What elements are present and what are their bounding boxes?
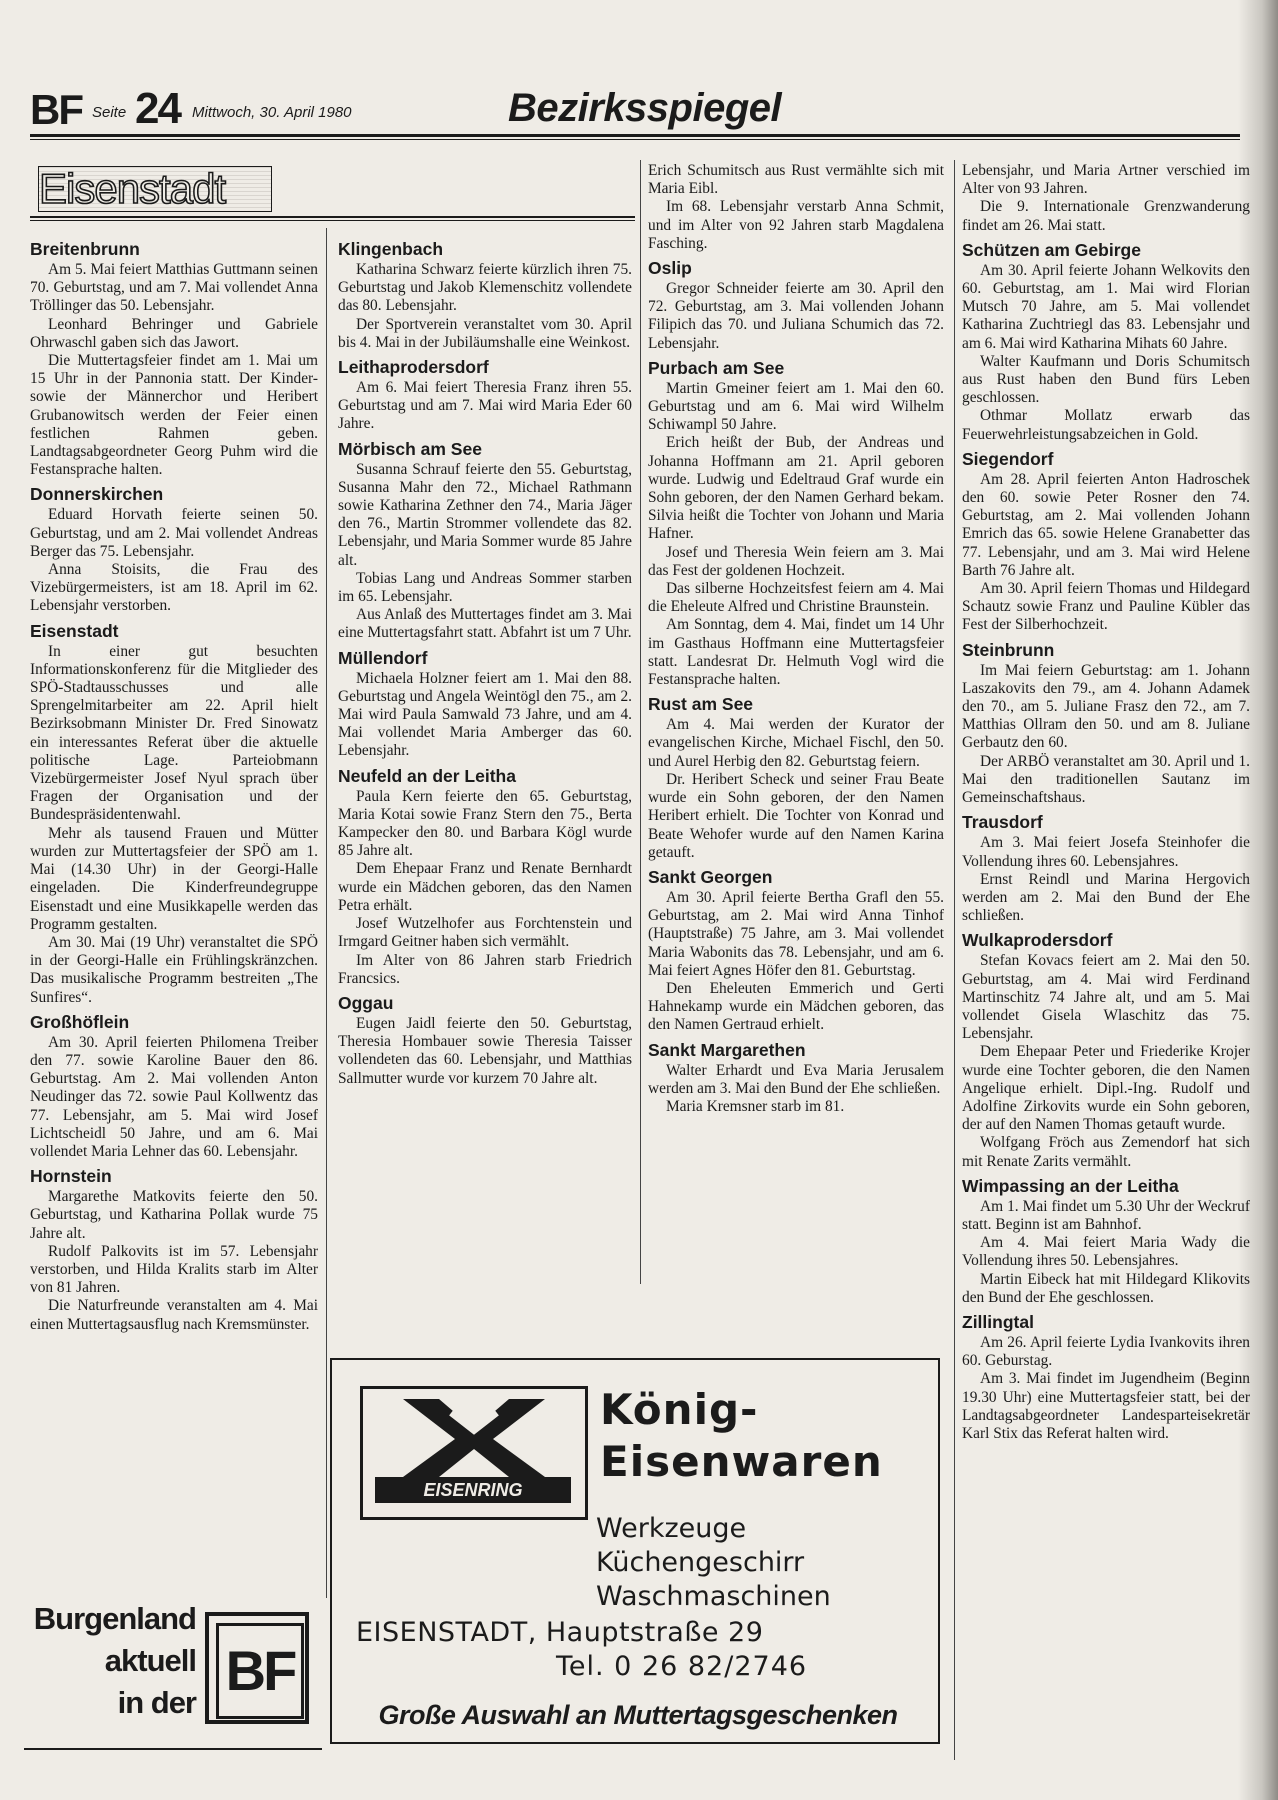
article-paragraph: Am 4. Mai feiert Maria Wady die Vollendung ihres 50. Lebensjahres.: [962, 1234, 1250, 1270]
article-paragraph: Dem Ehepaar Peter und Friederike Krojer wurde eine Tochter geboren, die den Namen Angelique erhielt. Dipl.-Ing. Rudolf und Adolfine Zirkovits wurde ein Sohn geboren, der auf den Namen Thomas getauft wurde.: [962, 1043, 1250, 1134]
article-paragraph: Am 3. Mai feiert Josefa Steinhofer die Vollendung ihres 60. Lebensjahres.: [962, 834, 1250, 870]
article-paragraph: Am 30. April feierte Johann Welkovits den 60. Geburtstag, am 1. Mai wird Florian Mutsch 70 Jahre, am 5. Mai vollendet Katharina Zuchtriegl das 83. Lebensjahr und am 6. Mai wird Katharina Mihats 60 Jahre.: [962, 261, 1250, 352]
article-heading: Siegendorf: [962, 448, 1054, 469]
article-paragraph: Erich Schumitsch aus Rust vermählte sich mit Maria Eibl.: [648, 162, 944, 198]
article-heading: Leithaprodersdorf: [338, 357, 489, 378]
shop-address: EISENSTADT, Hauptstraße 29: [356, 1617, 764, 1648]
product-list: [596, 1512, 831, 1614]
article-heading: Klingenbach: [338, 239, 444, 259]
koenig-ad: [330, 1358, 940, 1744]
article-heading: Donnerskirchen: [30, 484, 164, 505]
article-paragraph: Das silberne Hochzeitsfest feiern am 4. Mai die Eheleute Alfred und Christine Braunstein.: [648, 580, 944, 616]
masthead-rule: [30, 134, 1240, 140]
article-paragraph: In einer gut besuchten Informationskonferenz für die Mitglieder des SPÖ-Stadtausschusses und alle Sprengelmitarbeiter am 22. April hielt Bezirksobmann Minister Dr. Fred Sinowatz ein interessantes Referat über die aktuelle politische Lage. Parteiobmann Vizebürgermeister Josef Nyul sprach über Fragen der Organisation und der Bundespräsidentenwahl.: [30, 642, 318, 824]
eisenring-logo: [360, 1386, 588, 1520]
article-paragraph: Anna Stoisits, die Frau des Vizebürgermeisters, ist am 18. April im 62. Lebensjahr verstorben.: [30, 561, 318, 615]
article-heading: Schützen am Gebirge: [962, 239, 1141, 260]
product-item: Werkzeuge: [596, 1513, 747, 1544]
article-heading: Steinbrunn: [962, 639, 1055, 660]
article-heading: Wimpassing an der Leitha: [962, 1175, 1179, 1196]
article-paragraph: Ernst Reindl und Marina Hergovich werden am 2. Mai den Bund der Ehe schließen.: [962, 870, 1250, 925]
article-paragraph: Am 4. Mai werden der Kurator der evangelischen Kirche, Michael Fischl, den 50. und Aurel Herbig den 82. Geburtstag feiern.: [648, 716, 944, 770]
article-paragraph: Tobias Lang und Andreas Sommer starben im 65. Lebensjahr.: [338, 569, 632, 606]
article-heading: Großhöflein: [30, 1011, 130, 1032]
eisenring-logo-text: EISENRING: [375, 1477, 571, 1503]
bf-logo-text: BF: [216, 1623, 304, 1719]
article-paragraph: Am 28. April feierten Anton Hadroschek den 60. sowie Peter Rosner den 74. Geburtstag, am 2. Mai vollenden Johann Emrich das 65. sowie Helene Granabetter das 77. Lebensjahr, und am 3. Mai wird Helene Barth 76 Jahre alt.: [962, 470, 1250, 579]
bf-ad-line: Burgenland: [33, 1601, 196, 1636]
column-rule: [954, 160, 955, 1760]
article-paragraph: Maria Kremsner starb im 81.: [666, 1097, 845, 1115]
article-paragraph: Die Naturfreunde veranstalten am 4. Mai einen Muttertagsausflug nach Kremsmünster.: [30, 1297, 318, 1333]
bf-ad: [24, 1598, 322, 1738]
article-paragraph: Rudolf Palkovits ist im 57. Lebensjahr verstorben, und Hilda Kralits starb im Alter von 81 Jahren.: [30, 1242, 318, 1297]
column-3: [648, 162, 944, 1116]
column-rule: [326, 228, 327, 1598]
article-heading: Zillingtal: [962, 1311, 1034, 1332]
article-heading: Müllendorf: [338, 647, 428, 668]
article-paragraph: Stefan Kovacs feiert am 2. Mai den 50. Geburtstag, am 4. Mai wird Ferdinand Martinschitz 74 Jahre alt, und am 5. Mai vollendet Gisela Wlaschitz das 75. Lebensjahr.: [962, 952, 1250, 1043]
headline-line: Eisenwaren: [600, 1437, 883, 1486]
article-paragraph: Othmar Mollatz erwarb das Feuerwehrleistungsabzeichen in Gold.: [962, 407, 1250, 443]
masthead-logo: BF: [30, 86, 82, 133]
article-paragraph: Josef Wutzelhofer aus Forchtenstein und Irmgard Geitner haben sich vermählt.: [338, 915, 632, 951]
column-2: [338, 234, 632, 1088]
article-paragraph: Der Sportverein veranstaltet vom 30. April bis 4. Mai in der Jubiläumshalle eine Weinkost.: [338, 315, 632, 351]
ad-rule: [24, 1748, 322, 1750]
article-heading: Oggau: [338, 992, 394, 1013]
bf-ad-text: [24, 1598, 196, 1724]
article-heading: Sankt Margarethen: [648, 1039, 806, 1060]
article-paragraph: Eduard Horvath feierte seinen 50. Geburtstag, und am 2. Mai vollendet Andreas Berger das 75. Lebensjahr.: [30, 506, 318, 560]
article-paragraph: Gregor Schneider feierte am 30. April den 72. Geburtstag, am 3. Mai vollenden Johann Filipich das 70. und Juliana Schumich das 72. Lebensjahr.: [648, 280, 944, 352]
article-paragraph: Im 68. Lebensjahr verstarb Anna Schmit, und im Alter von 92 Jahren starb Magdalena Fasching.: [648, 198, 944, 252]
article-heading: Trausdorf: [962, 812, 1043, 833]
headline-line: König-: [600, 1385, 759, 1434]
article-paragraph: Am 1. Mai findet um 5.30 Uhr der Weckruf statt. Beginn ist am Bahnhof.: [962, 1197, 1250, 1233]
eisenring-x-icon: [399, 1393, 549, 1479]
article-paragraph: Michaela Holzner feiert am 1. Mai den 88. Geburtstag und Angela Weintögl den 75., am 2. Mai wird Paula Samwald 73 Jahre, und am 4. Mai vollendet Maria Amberger das 60. Lebensjahr.: [338, 669, 632, 760]
article-paragraph: Die 9. Internationale Grenzwanderung findet am 26. Mai statt.: [962, 198, 1250, 234]
article-heading: Purbach am See: [648, 357, 785, 378]
article-paragraph: Der ARBÖ veranstaltet am 30. April und 1. Mai den traditionellen Sautanz im Gemeinschaftshaus.: [962, 752, 1250, 807]
article-heading: Neufeld an der Leitha: [338, 765, 516, 786]
page-word: Seite: [92, 104, 127, 121]
article-paragraph: Am 26. April feierte Lydia Ivankovits ihren 60. Geburstag.: [962, 1333, 1250, 1370]
article-paragraph: Aus Anlaß des Muttertages findet am 3. Mai eine Muttertagsfahrt statt. Abfahrt ist um 7 Uhr.: [338, 606, 632, 642]
place-title: Eisenstadt: [38, 166, 272, 212]
article-paragraph: Josef und Theresia Wein feiern am 3. Mai das Fest der goldenen Hochzeit.: [648, 543, 944, 579]
shop-phone: Tel. 0 26 82/2746: [556, 1651, 808, 1682]
ad-claim: Große Auswahl an Muttertagsgeschenken: [378, 1700, 898, 1730]
koenig-headline: [600, 1384, 883, 1488]
title-rule-thin: [30, 220, 635, 221]
article-paragraph: Martin Eibeck hat mit Hildegard Klikovits den Bund der Ehe geschlossen.: [962, 1270, 1250, 1306]
article-paragraph: Leonhard Behringer und Gabriele Ohrwaschl gaben sich das Jawort.: [30, 315, 318, 351]
article-heading: Sankt Georgen: [648, 866, 773, 887]
article-paragraph: Am Sonntag, dem 4. Mai, findet um 14 Uhr im Gasthaus Hoffmann eine Muttertagsfeier statt. Landesrat Dr. Helmuth Vogl wird die Festansprache halten.: [648, 616, 944, 689]
bf-ad-line: in der: [117, 1685, 196, 1720]
issue-date: Mittwoch, 30. April 1980: [192, 104, 352, 121]
article-paragraph: Paula Kern feierte den 65. Geburtstag, Maria Kotai sowie Franz Stern den 75., Berta Kampecker den 80. und Barbara Kögl wurde 85 Jahre alt.: [338, 787, 632, 860]
article-paragraph: Dr. Heribert Scheck und seiner Frau Beate wurde ein Sohn geboren, der den Namen Heribert erhielt. Die Tochter von Konrad und Beate Wehofer wurde auf den Namen Karina getauft.: [648, 770, 944, 861]
article-paragraph: Am 30. April feierte Bertha Grafl den 55. Geburtstag, am 2. Mai wird Anna Tinhof (Hauptstraße) 75 Jahre, am 3. Mai vollendet Maria Wabonits das 78. Lebensjahr, und am 6. Mai feiert Agnes Höfer den 81. Geburtstag.: [648, 888, 944, 979]
article-paragraph: Margarethe Matkovits feierte den 50. Geburtstag, und Katharina Pollak wurde 75 Jahre alt.: [30, 1188, 318, 1242]
article-paragraph: Wolfgang Fröch aus Zemendorf hat sich mit Renate Zarits vermählt.: [962, 1134, 1250, 1170]
column-rule: [640, 160, 641, 1284]
article-paragraph: Am 5. Mai feiert Matthias Guttmann seinen 70. Geburtstag, und am 7. Mai vollendet Anna Tröllinger das 50. Lebensjahr.: [30, 261, 318, 315]
article-paragraph: Mehr als tausend Frauen und Mütter wurden zur Muttertagsfeier der SPÖ am 1. Mai (14.30 Uhr) in der Georgi-Halle eingeladen. Die Kinderfreundegruppe Eisenstadt und eine Musikkapelle werden das Programm gestalten.: [30, 824, 318, 933]
article-heading: Eisenstadt: [30, 620, 119, 641]
article-paragraph: Die Muttertagsfeier findet am 1. Mai um 15 Uhr in der Pannonia statt. Der Kinder- sowie der Männerchor und Heribert Grubanowitsch werden der Feier einen festlichen Rahmen geben. Landtagsabgeordneter Georg Puhm wird die Festansprache halten.: [30, 352, 318, 479]
article-paragraph: Im Alter von 86 Jahren starb Friedrich Francsics.: [338, 951, 632, 987]
article-paragraph: Martin Gmeiner feiert am 1. Mai den 60. Geburtstag und am 6. Mai wird Wilhelm Schiwampl 50 Jahre.: [648, 379, 944, 434]
article-paragraph: Am 30. April feiern Thomas und Hildegard Schautz sowie Franz und Pauline Kübler das Fest der Silberhochzeit.: [962, 580, 1250, 634]
article-paragraph: Dem Ehepaar Franz und Renate Bernhardt wurde ein Mädchen geboren, das den Namen Petra erhält.: [338, 860, 632, 914]
article-paragraph: Am 30. April feierten Philomena Treiber den 77. sowie Karoline Bauer den 86. Geburtstag. Am 2. Mai vollenden Anton Neudinger das 72. sowie Paul Kollwentz das 77. Lebensjahr, am 5. Mai wird Josef Lichtscheidl 50 Jahre, und am 6. Mai vollendet Maria Lehner das 60. Lebensjahr.: [30, 1033, 318, 1160]
article-paragraph: Am 30. Mai (19 Uhr) veranstaltet die SPÖ in der Georgi-Halle ein Frühlingskränzchen. Das musikalische Programm bestreiten „The Sunfires“.: [30, 933, 318, 1006]
article-paragraph: Eugen Jaidl feierte den 50. Geburtstag, Theresia Hombauer sowie Theresia Taisser vollendeten das 60. Lebensjahr, und Matthias Sallmutter wurde vor kurzem 70 Jahre alt.: [338, 1014, 632, 1087]
section-title: Bezirksspiegel: [508, 86, 782, 130]
article-paragraph: Am 3. Mai findet im Jugendheim (Beginn 19.30 Uhr) eine Muttertagsfeier statt, bei der Landtagsabgeordneter Landesparteisekretär Karl Stix das Referat halten wird.: [962, 1370, 1250, 1442]
column-4: [962, 162, 1250, 1443]
article-paragraph: Erich heißt der Bub, der Andreas und Johanna Hoffmann am 21. April geboren wurde. Ludwig und Edeltraud Graf wurde ein Sohn geboren, der den Namen Gerhard bekam. Silvia heißt die Tochter von Johann und Maria Hafner.: [648, 434, 944, 543]
article-heading: Breitenbrunn: [30, 239, 140, 259]
title-rule: [30, 216, 635, 218]
article-paragraph: Walter Erhardt und Eva Maria Jerusalem werden am 3. Mai den Bund der Ehe schließen.: [648, 1061, 944, 1097]
masthead: [30, 86, 1242, 134]
article-paragraph: Susanna Schrauf feierte den 55. Geburtstag, Susanna Mahr den 72., Michael Rathmann sowie Katharina Zethner den 74., Maria Jäger den 76., Martin Strommer vollendete das 82. Lebensjahr, und Maria Sommer wurde 85 Jahre alt.: [338, 460, 632, 569]
article-paragraph: Katharina Schwarz feierte kürzlich ihren 75. Geburtstag und Jakob Klemenschitz vollendete das 80. Lebensjahr.: [338, 261, 632, 315]
article-heading: Hornstein: [30, 1166, 112, 1187]
article-paragraph: Walter Kaufmann und Doris Schumitsch aus Rust haben den Bund fürs Leben geschlossen.: [962, 352, 1250, 407]
article-paragraph: Am 6. Mai feiert Theresia Franz ihren 55. Geburtstag und am 7. Mai wird Maria Eder 60 Jahre.: [338, 379, 632, 433]
article-heading: Oslip: [648, 258, 692, 279]
article-heading: Wulkaprodersdorf: [962, 930, 1113, 951]
product-item: Waschmaschinen: [596, 1581, 831, 1612]
article-heading: Mörbisch am See: [338, 438, 482, 459]
product-item: Küchengeschirr: [596, 1547, 805, 1578]
page-number: 24: [135, 84, 180, 133]
article-paragraph: Im Mai feiern Geburtstag: am 1. Johann Laszakovits den 79., am 4. Johann Adamek den 70., am 5. Juliane Frasz den 72., am 7. Matthias Ollram den 50. und am 8. Juliane Gerbautz den 60.: [962, 661, 1250, 752]
bf-logo: [205, 1612, 309, 1724]
bf-ad-line: aktuell: [104, 1643, 196, 1678]
article-paragraph: Den Eheleuten Emmerich und Gerti Hahnekamp wurde ein Mädchen geboren, das den Namen Gertraud erhielt.: [648, 979, 944, 1034]
article-heading: Rust am See: [648, 694, 754, 715]
article-paragraph: Lebensjahr, und Maria Artner verschied im Alter von 93 Jahren.: [962, 162, 1250, 198]
column-1: [30, 234, 318, 1334]
